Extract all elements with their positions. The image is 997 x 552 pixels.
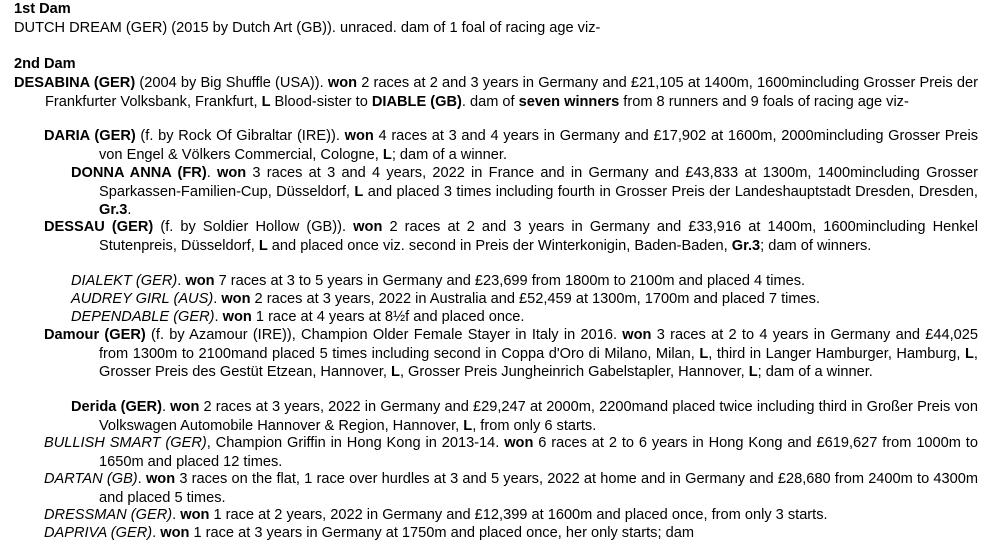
first-dam-entry [14,19,978,38]
text-run: won [145,471,176,487]
text-run: DIABLE (GB) [371,93,462,110]
text-run: 3 races on the flat, 1 race over hurdles at 3 and 5 years, 2022 at home and in Germany and £28,680 from 2400m to 4300m and placed 5 times. [99,471,979,506]
text-run: . dam of [461,93,519,110]
text-run: . [177,273,186,289]
text-run: L [391,364,400,381]
text-run: ; dam of winners. [760,237,872,254]
text-run: . [213,291,222,307]
text-run: . [206,165,217,181]
text-run: , Champion Griffin in Hong Kong in 2013-14. [206,435,505,451]
text-run: DESSAU (GER) [44,219,154,235]
text-run: won [622,327,652,343]
entry-daria [44,127,978,164]
text-run: (f. by Azamour (IRE)), Champion Older Female Stayer in Italy in 2016. [145,327,623,343]
text-run: ; dam of a winner. [391,146,508,163]
text-run: , third in Langer Hamburger, Hamburg, [708,345,965,362]
text-run: DONNA ANNA (FR) [71,165,207,181]
entry-desabina [14,74,978,111]
text-run: BULLISH SMART (GER) [44,435,207,451]
entry-damour [44,326,978,382]
text-run: 6 races at 2 to 6 years in Hong Kong and £619,627 from 1000m to 1650m and placed 12 times. [99,435,978,470]
text-run: L [699,345,709,362]
text-run: Derida (GER) [71,399,162,415]
text-run: . [127,202,132,219]
text-run: . [214,309,223,325]
entry-dressman [44,506,978,525]
text-run: won [216,165,247,181]
text-run: L [748,364,758,381]
text-run: 1 race at 3 years in Germany at 1750m and placed once, her only starts; dam [189,525,694,541]
text-run: (2004 by Big Shuffle (USA)). [135,75,328,91]
text-run: DIALEKT (GER) [71,273,178,289]
text-run: won [327,75,358,91]
entry-derida [71,398,978,435]
text-run: DESABINA (GER) [14,75,136,91]
text-run: L [261,93,271,110]
text-run: 3 races at 2 to 4 years in Germany and £44,025 from 1300m to 2100mand placed 5 times including second in Coppa d'Oro di Milano, Milan, [99,327,978,362]
text-run: won [160,525,190,541]
text-run: 3 races at 3 and 4 years, 2022 in France and in Germany and £43,833 at 1300m, 1400mincluding Grosser Sparkassen-Familien-Cup, Düsseldorf, [99,165,979,200]
entry-dartan [44,470,978,507]
entry-audrey-girl [71,290,978,309]
text-run: , from only 6 starts. [472,417,597,434]
text-run: 1 race at 4 years at 8½f and placed once. [251,309,525,325]
text-run: 2 races at 3 years, 2022 in Australia and £52,459 at 1300m, 1700m and placed 7 times. [250,291,821,307]
text-run: DAPRIVA (GER) [44,525,153,541]
entry-bullish-smart [44,434,978,471]
text-run: . [137,471,146,487]
text-run: from 8 runners and 9 foals of racing age viz- [619,93,909,110]
entry-donna-anna [71,164,978,220]
text-run: won [185,273,215,289]
text-run: . [172,507,181,523]
second-dam-heading: 2nd Dam [14,56,76,72]
text-run: won [221,291,251,307]
text-run: L [382,146,392,163]
text-run: 2 races at 3 years, 2022 in Germany and £29,247 at 2000m, 2200mand placed twice including third in Großer Preis von Volkswagen Automobile Hannover & Region, Hannover, [99,399,979,434]
text-run: DEPENDABLE (GER) [71,309,215,325]
text-run: L [965,345,974,362]
text-run: won [344,128,374,144]
text-run: DUTCH DREAM (GER) (2015 by Dutch Art (GB)). unraced. dam of 1 foal of racing age viz- [14,20,601,36]
text-run: L [258,237,268,254]
text-run: Gr.3 [731,237,761,254]
text-run: , Grosser Preis Jungheinrich Gabelstapler, Hannover, [399,364,749,381]
text-run: and placed 3 times including fourth in Grosser Preis der Landeshauptstadt Dresden, Dresden, [363,183,978,200]
entry-dapriva [44,524,978,543]
text-run: DARTAN (GB) [44,471,138,487]
text-run: Blood-sister to [270,93,372,110]
text-run: 2 races at 2 and 3 years in Germany and £21,105 at 1400m, 1600mincluding Grosser Preis der Frankfurter Volksbank, Frankfurt, [45,75,978,110]
text-run: and placed once viz. second in Preis der Winterkonigin, Baden-Baden, [267,237,732,254]
text-run: (f. by Soldier Hollow (GB)). [153,219,354,235]
text-run: DRESSMAN (GER) [44,507,173,523]
text-run: 7 races at 3 to 5 years in Germany and £23,699 from 1800m to 2100m and placed 4 times. [214,273,806,289]
entry-dessau [44,218,978,255]
text-run: DARIA (GER) [44,128,136,144]
text-run: (f. by Rock Of Gibraltar (IRE)). [135,128,345,144]
text-run: 1 race at 2 years, 2022 in Germany and £12,399 at 1600m and placed once, from only 3 starts. [209,507,828,523]
text-run: won [353,219,383,235]
text-run: 2 races at 2 and 3 years in Germany and £33,916 at 1400m, 1600mincluding Henkel Stutenpreis, Düsseldorf, [99,219,979,254]
text-run: L [463,417,473,434]
text-run: , Grosser Preis des Gestüt Etzean, Hannover, [99,345,978,381]
entry-dialekt [71,272,978,291]
text-run: Gr.3 [99,202,128,219]
text-run: won [222,309,252,325]
text-run: seven winners [518,93,620,110]
text-run: L [354,183,364,200]
text-run: AUDREY GIRL (AUS) [71,291,214,307]
text-run: Damour (GER) [44,327,146,343]
first-dam-heading: 1st Dam [14,1,71,17]
text-run: ; dam of a winner. [757,364,873,381]
text-run: won [504,435,534,451]
text-run: won [170,399,200,415]
text-run: 4 races at 3 and 4 years in Germany and £17,902 at 1600m, 2000mincluding Grosser Preis von Engel & Völkers Commercial, Cologne, [99,128,978,163]
text-run: . [161,399,171,415]
text-run: won [180,507,210,523]
text-run: . [152,525,161,541]
entry-dependable [71,308,978,327]
